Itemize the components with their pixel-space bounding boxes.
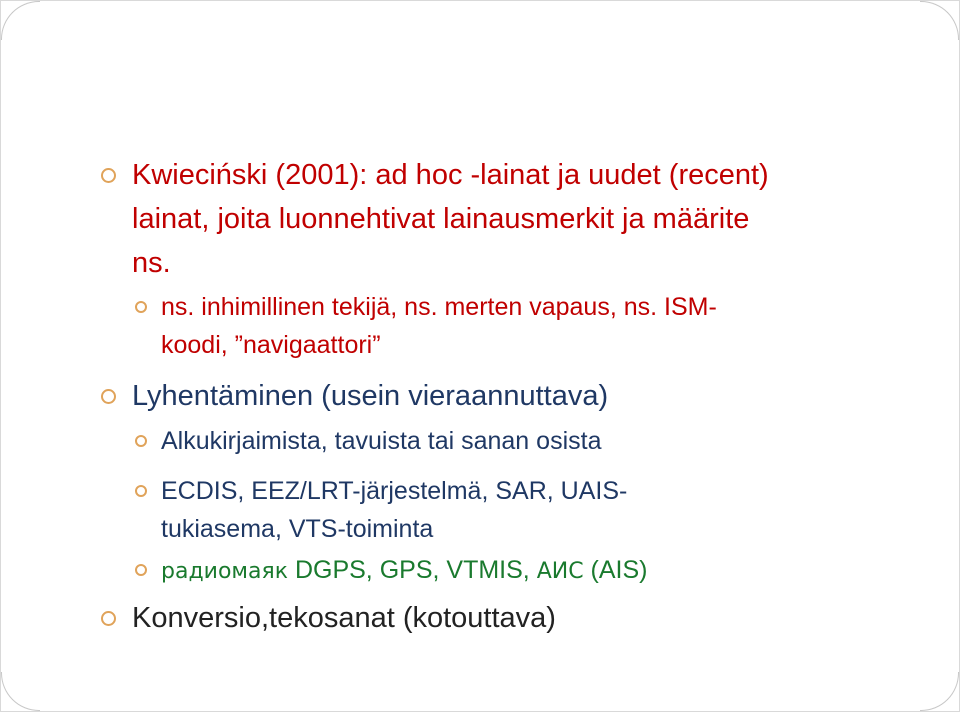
slide-corner-bottom-right bbox=[920, 672, 959, 711]
bullet-kwiecinski-line-3: ns. bbox=[132, 247, 171, 279]
sub-bullet-ecdis-line-1: ECDIS, EEZ/LRT-järjestelmä, SAR, UAIS- bbox=[161, 477, 628, 505]
bullet-lyhentaminen-line-1: Lyhentäminen (usein vieraannuttava) bbox=[132, 380, 609, 412]
bullet-kwiecinski bbox=[132, 153, 769, 285]
abbreviation-ais: (AIS) bbox=[583, 556, 648, 584]
sub-bullet-ecdis bbox=[161, 472, 627, 548]
sub-bullet-ns-examples-line-2: koodi, ”navigaattori” bbox=[161, 331, 381, 359]
bullet-circle-icon bbox=[101, 611, 116, 626]
sub-bullet-alkukirjaimista-line-1: Alkukirjaimista, tavuista tai sanan osista bbox=[161, 427, 602, 455]
sub-bullet-circle-icon bbox=[135, 485, 147, 497]
russian-term-ais: АИС bbox=[536, 559, 584, 584]
sub-bullet-ns-examples-line-1: ns. inhimillinen tekijä, ns. merten vapaus, ns. ISM- bbox=[161, 293, 717, 321]
bullet-konversio-line-1: Konversio,tekosanat (kotouttava) bbox=[132, 602, 556, 634]
russian-term-radiomayak: радиомаяк bbox=[161, 559, 289, 584]
sub-bullet-ecdis-line-2: tukiasema, VTS-toiminta bbox=[161, 515, 434, 543]
slide-corner-top-left bbox=[1, 1, 40, 40]
bullet-circle-icon bbox=[101, 168, 116, 183]
abbreviation-list: DGPS, GPS, VTMIS, bbox=[288, 556, 537, 584]
sub-bullet-ns-examples bbox=[161, 288, 717, 364]
sub-bullet-circle-icon bbox=[135, 435, 147, 447]
sub-bullet-circle-icon bbox=[135, 301, 147, 313]
slide-corner-bottom-left bbox=[1, 672, 40, 711]
bullet-circle-icon bbox=[101, 389, 116, 404]
sub-bullet-alkukirjaimista bbox=[161, 422, 601, 460]
bullet-kwiecinski-line-2: lainat, joita luonnehtivat lainausmerkit ja määrite bbox=[132, 203, 750, 235]
sub-bullet-radiomayak bbox=[161, 551, 647, 591]
bullet-konversio bbox=[132, 596, 556, 640]
slide-corner-top-right bbox=[920, 1, 959, 40]
bullet-kwiecinski-line-1: Kwieciński (2001): ad hoc -lainat ja uudet (recent) bbox=[132, 159, 769, 191]
bullet-lyhentaminen bbox=[132, 374, 608, 418]
sub-bullet-circle-icon bbox=[135, 564, 147, 576]
